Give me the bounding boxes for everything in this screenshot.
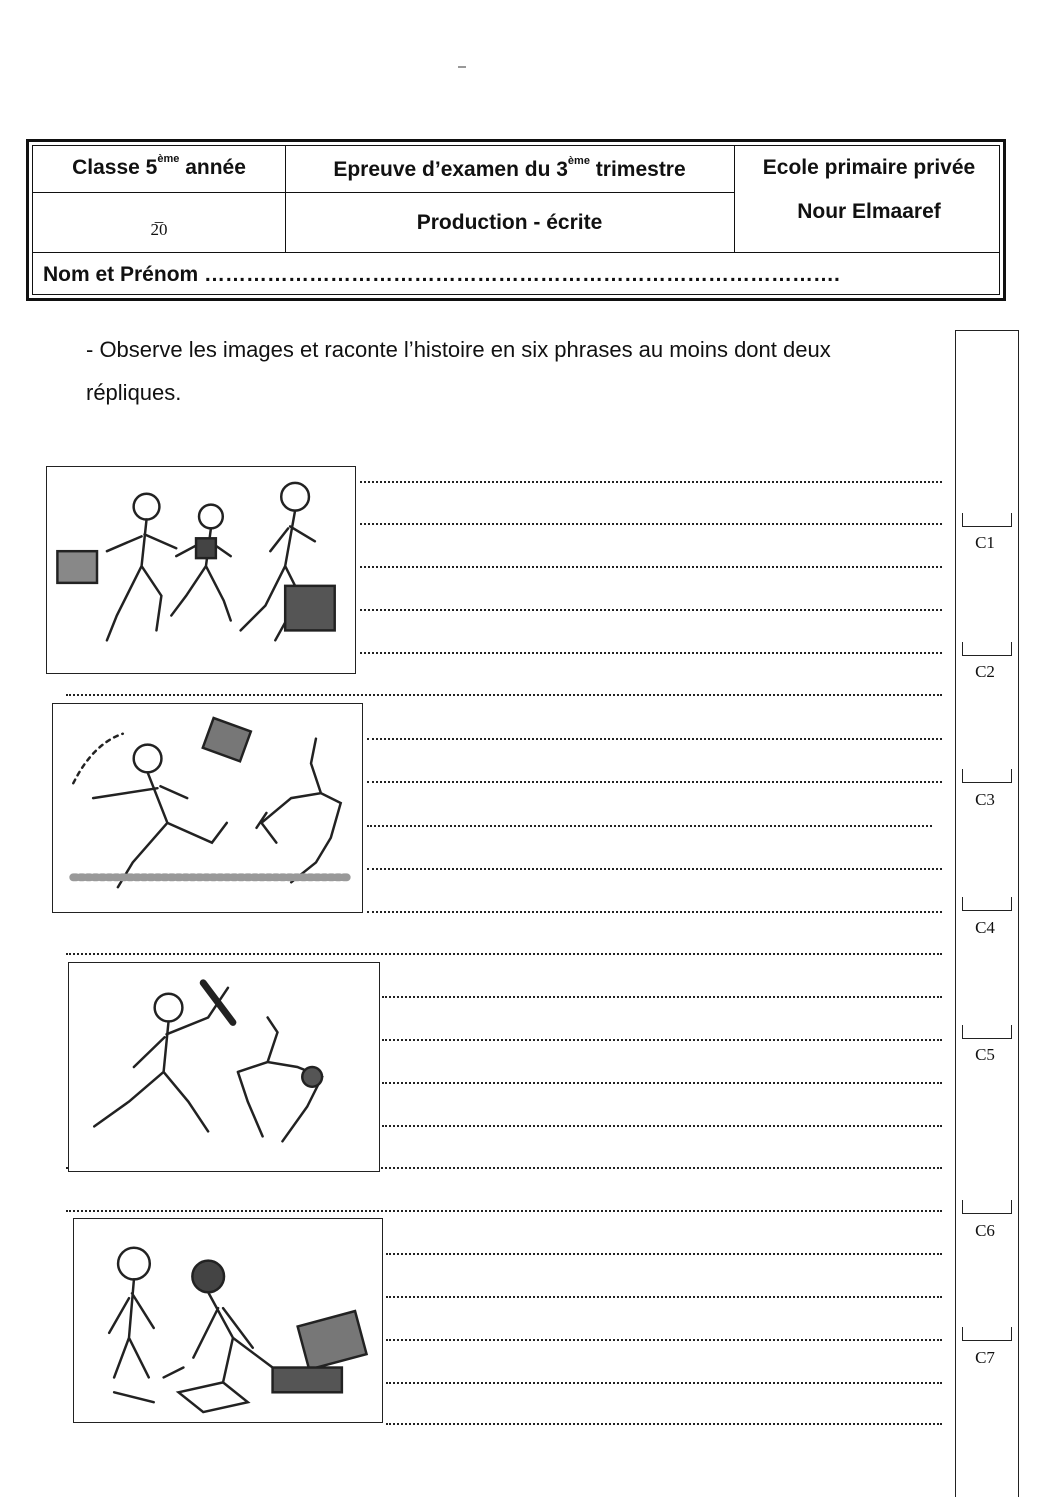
criterion-label-c4: C4 [975, 918, 995, 937]
boy-chased-by-dog-illustration [52, 703, 363, 913]
writing-line[interactable] [66, 694, 942, 696]
writing-line[interactable] [66, 953, 942, 955]
criterion-label-c6: C6 [975, 1221, 995, 1240]
writing-line[interactable] [386, 1382, 942, 1384]
criterion-box-c5[interactable] [962, 1025, 1012, 1039]
grading-column [955, 330, 1019, 1497]
score-blank: _ [154, 206, 164, 225]
writing-line[interactable] [66, 1210, 942, 1212]
criterion-label-c7: C7 [975, 1348, 995, 1367]
writing-line[interactable] [386, 1253, 942, 1255]
class-cell [33, 146, 285, 190]
writing-line[interactable] [360, 609, 942, 611]
writing-line[interactable] [386, 1296, 942, 1298]
criterion-label-c1: C1 [975, 533, 995, 552]
school-name-line2: Nour Elmaaref [797, 200, 941, 223]
subject-title: Production - écrite [416, 211, 603, 234]
writing-line[interactable] [367, 911, 942, 913]
class-label: Classe 5ème année [72, 153, 246, 179]
criterion-box-c4[interactable] [962, 897, 1012, 911]
instruction-line2: répliques. [86, 380, 182, 405]
exam-header-table [26, 139, 1006, 301]
exam-title-cell [285, 148, 734, 192]
children-picking-up-school-items-illustration [73, 1218, 383, 1423]
exam-title: Epreuve d’examen du 3ème trimestre [333, 155, 686, 181]
criterion-box-c3[interactable] [962, 769, 1012, 783]
criterion-label-c5: C5 [975, 1045, 995, 1064]
writing-line[interactable] [386, 1423, 942, 1425]
criterion-box-c7[interactable] [962, 1327, 1012, 1341]
criterion-box-c6[interactable] [962, 1200, 1012, 1214]
instruction-text [86, 328, 946, 414]
writing-line[interactable] [382, 1125, 942, 1127]
writing-line[interactable] [386, 1339, 942, 1341]
name-field[interactable]: Nom et Prénom ………………………………………………………………………………. [43, 263, 840, 286]
children-running-to-school-illustration [46, 466, 356, 674]
school-name-line1: Ecole primaire privée [762, 156, 976, 179]
writing-line[interactable] [367, 825, 932, 827]
criterion-label-c2: C2 [975, 662, 995, 681]
writing-line[interactable] [360, 481, 942, 483]
writing-line[interactable] [360, 523, 942, 525]
writing-line[interactable] [360, 652, 942, 654]
writing-line[interactable] [382, 1039, 942, 1041]
scan-mark [458, 66, 466, 68]
criterion-label-c3: C3 [975, 790, 995, 809]
writing-line[interactable] [382, 1082, 942, 1084]
score-cell [33, 202, 285, 250]
criterion-box-c1[interactable] [962, 513, 1012, 527]
instruction-line1: - Observe les images et raconte l’histoire en six phrases au moins dont deux [86, 337, 831, 362]
score-total: 20 [150, 220, 168, 239]
boy-with-stick-chasing-dog-illustration [68, 962, 380, 1172]
writing-line[interactable] [367, 868, 942, 870]
criterion-box-c2[interactable] [962, 642, 1012, 656]
writing-line[interactable] [360, 566, 942, 568]
writing-line[interactable] [367, 738, 942, 740]
writing-line[interactable] [367, 781, 942, 783]
writing-line[interactable] [382, 996, 942, 998]
